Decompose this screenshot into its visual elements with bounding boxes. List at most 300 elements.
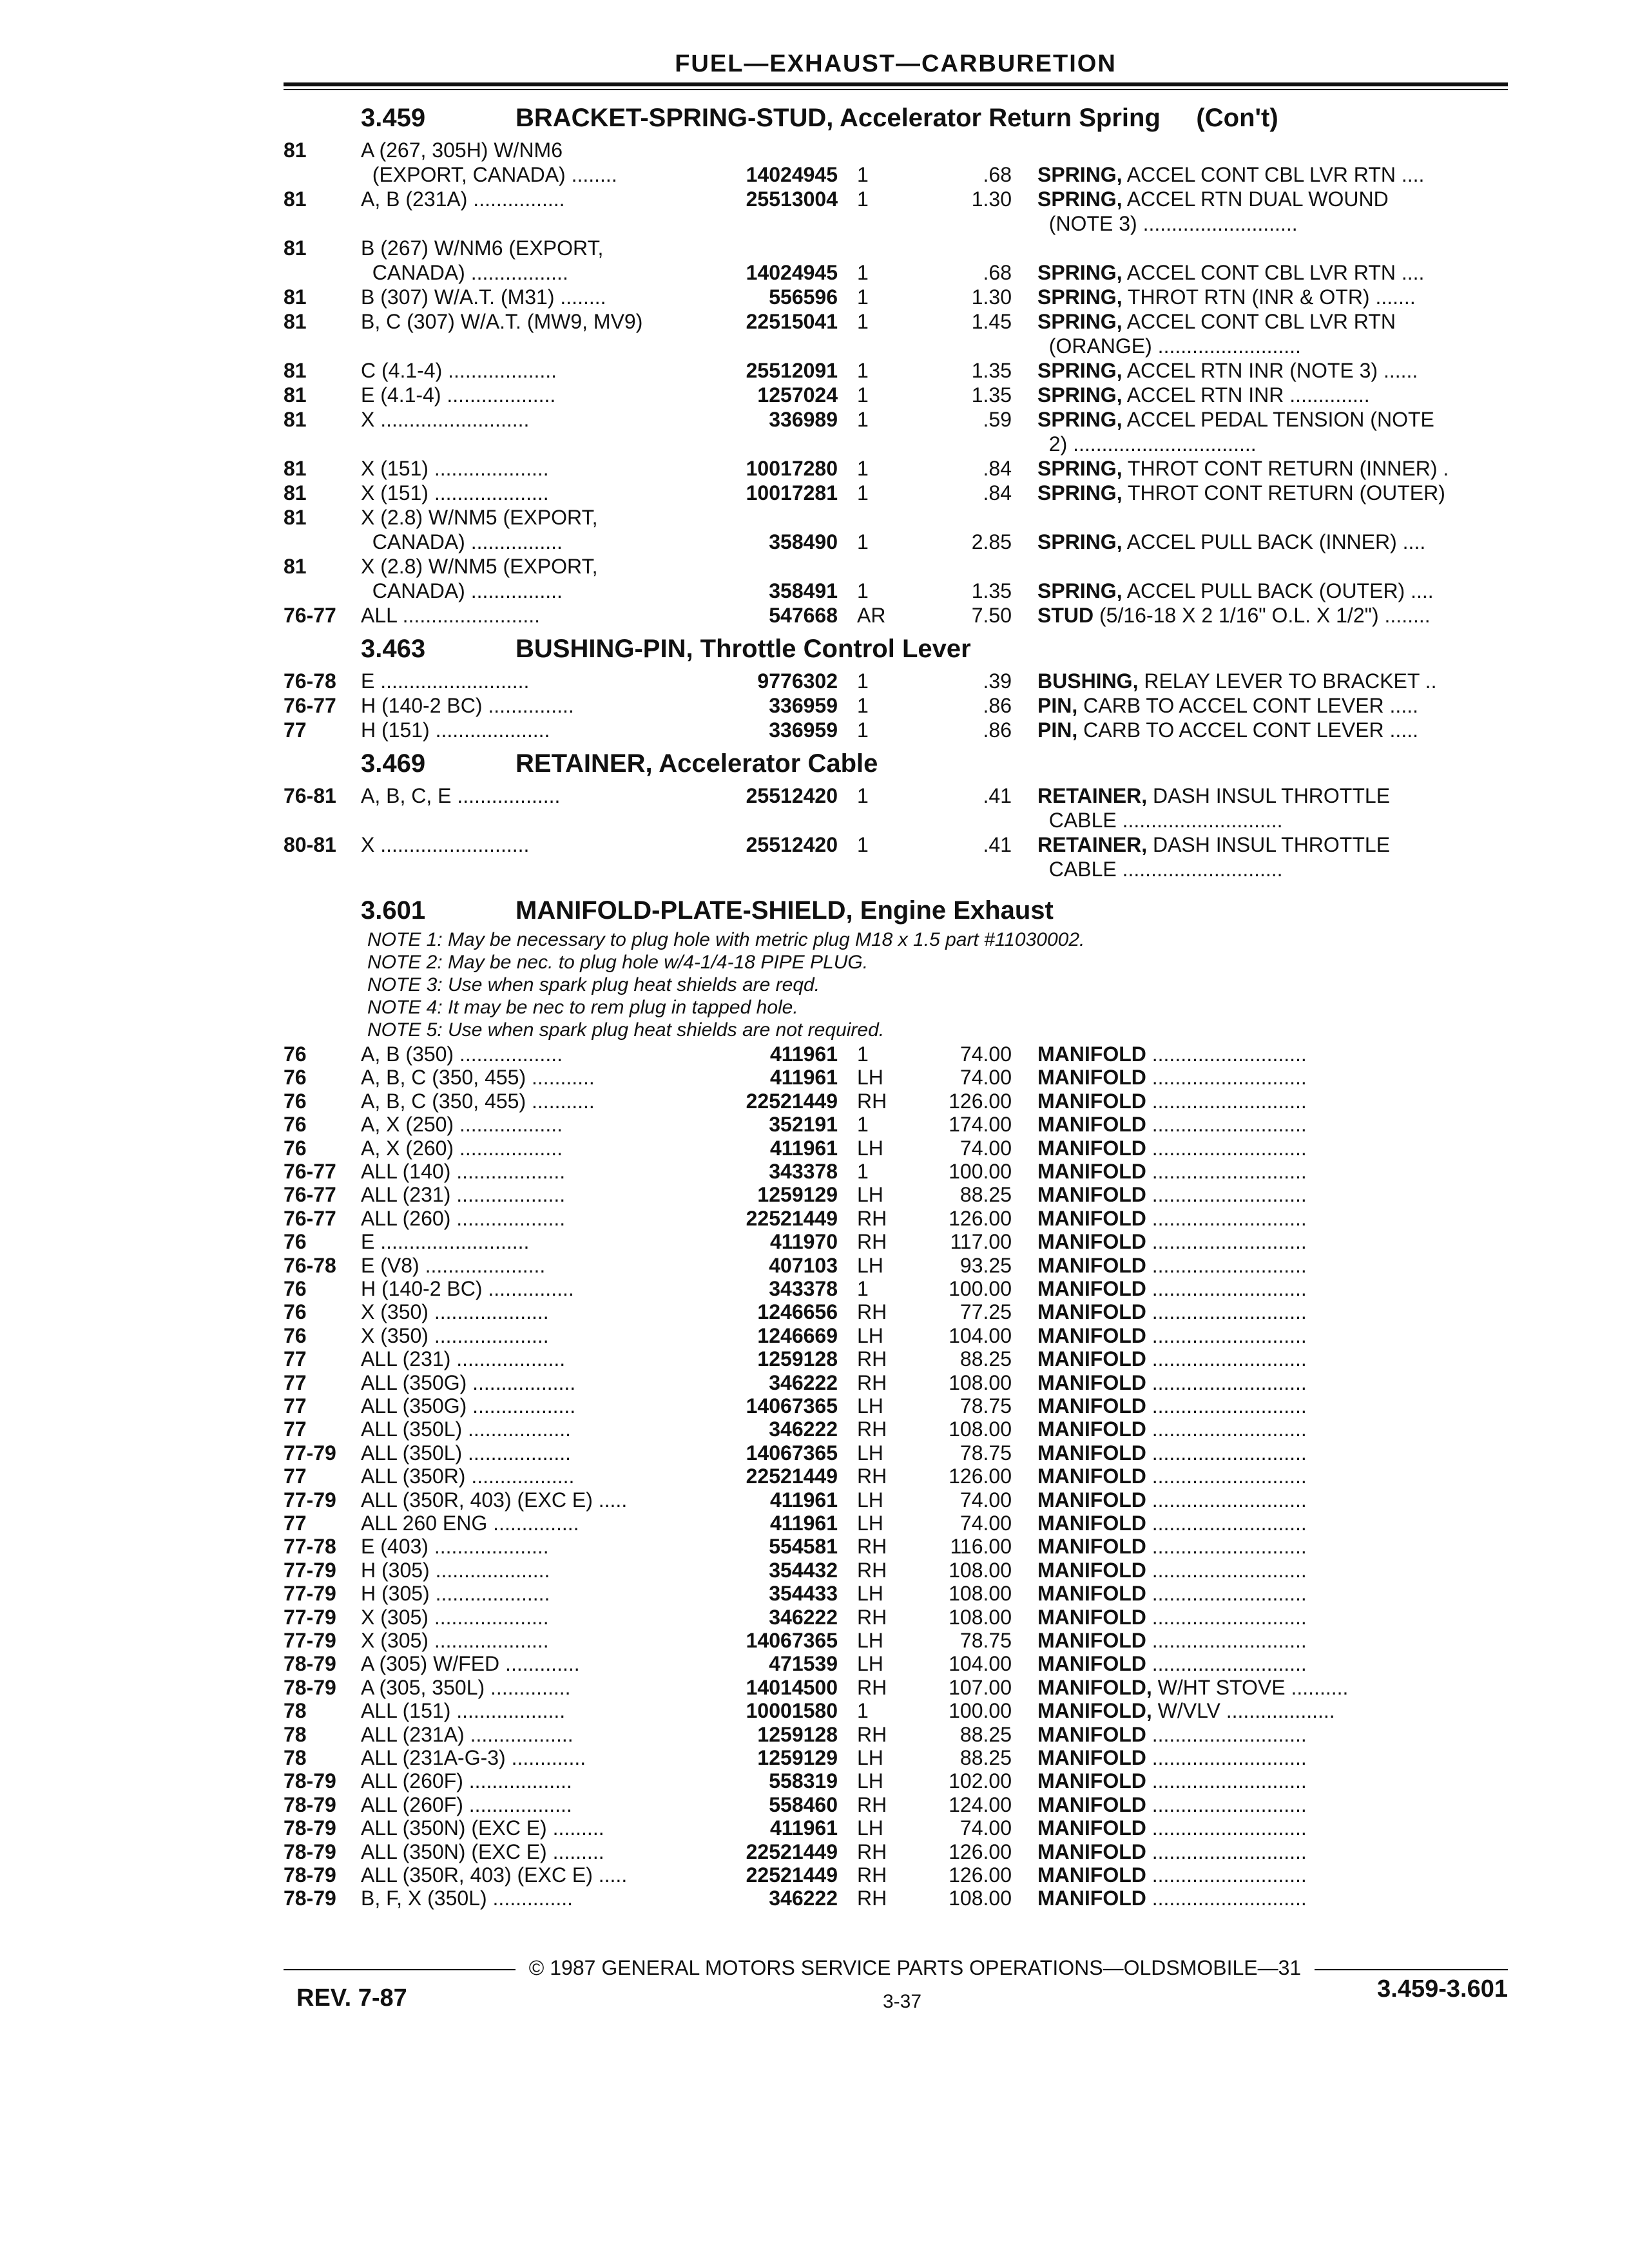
section-heading: MANIFOLD-PLATE-SHIELD, Engine Exhaust: [516, 896, 1054, 925]
table-row: [0, 1323, 1629, 1348]
section-number: 3.459: [361, 104, 426, 132]
price-cell: 1.35: [971, 383, 1012, 407]
part-number-cell: 22515041: [746, 310, 838, 333]
description-text: (5/16-18 X 2 1/16" O.L. X 1/2") ........: [1094, 604, 1431, 627]
price-cell: 88.25: [959, 1746, 1012, 1769]
description-text: (ORANGE) .........................: [1037, 334, 1301, 358]
part-number-cell: 1259128: [757, 1347, 838, 1371]
model-cell: ALL (231) ...................: [361, 1347, 566, 1371]
price-cell: 100.00: [949, 1699, 1012, 1723]
description-cell: [1037, 1347, 1501, 1371]
description-text: ...........................: [1146, 1441, 1307, 1465]
description-cell: [1037, 1511, 1501, 1535]
table-row: [0, 1698, 1629, 1723]
description-keyword: SPRING,: [1037, 187, 1123, 211]
description-text: THROT CONT RETURN (OUTER): [1122, 481, 1445, 505]
table-row: [0, 334, 1629, 358]
description-cell: [1037, 1089, 1501, 1113]
part-number-cell: 1259128: [757, 1722, 838, 1746]
description-cell: [1037, 808, 1501, 832]
description-keyword: MANIFOLD: [1037, 1746, 1146, 1769]
table-row: [0, 1745, 1629, 1770]
model-cell: ALL (350N) (EXC E) .........: [361, 1816, 604, 1840]
year-cell: 77-79: [284, 1488, 336, 1512]
part-number-cell: 336959: [769, 718, 838, 742]
description-cell: [1037, 211, 1501, 236]
model-cell: ALL (350G) ..................: [361, 1394, 576, 1418]
year-cell: 76-81: [284, 784, 336, 807]
price-cell: 93.25: [959, 1253, 1012, 1277]
price-cell: .84: [983, 481, 1012, 505]
part-number-cell: 1259129: [757, 1746, 838, 1769]
part-number-cell: 1246656: [757, 1300, 838, 1324]
table-row: [0, 138, 1629, 162]
table-row: [0, 383, 1629, 407]
quantity-cell: LH: [857, 1394, 883, 1418]
price-cell: 100.00: [949, 1277, 1012, 1300]
description-cell: [1037, 1182, 1501, 1207]
quantity-cell: RH: [857, 1558, 887, 1582]
description-text: ...........................: [1146, 1605, 1307, 1629]
description-text: ...........................: [1146, 1512, 1307, 1535]
note-line: NOTE 2: May be nec. to plug hole w/4-1/4-18 PIPE PLUG.: [367, 952, 869, 973]
quantity-cell: RH: [857, 1863, 887, 1887]
quantity-cell: 1: [857, 481, 869, 505]
part-number-cell: 411961: [769, 1066, 838, 1090]
description-cell: [1037, 603, 1501, 628]
quantity-cell: RH: [857, 1887, 887, 1910]
model-cell: CANADA) .................: [361, 261, 568, 284]
table-row: [0, 1605, 1629, 1629]
description-keyword: MANIFOLD: [1037, 1722, 1146, 1746]
description-text: W/HT STOVE ..........: [1152, 1675, 1349, 1699]
part-number-cell: 358491: [769, 579, 838, 602]
description-text: ...........................: [1146, 1370, 1307, 1394]
table-row: [0, 1769, 1629, 1793]
model-cell: H (140-2 BC) ...............: [361, 694, 574, 717]
price-cell: 108.00: [949, 1558, 1012, 1582]
quantity-cell: 1: [857, 1043, 869, 1066]
model-cell: ALL (350G) ..................: [361, 1370, 576, 1394]
footer-rule-right: [1315, 1969, 1508, 1970]
quantity-cell: LH: [857, 1769, 883, 1793]
model-cell: X ..........................: [361, 408, 530, 431]
part-number-cell: 22521449: [746, 1465, 838, 1488]
description-cell: [1037, 1159, 1501, 1184]
part-number-cell: 336959: [769, 694, 838, 717]
description-cell: [1037, 1698, 1501, 1723]
description-cell: [1037, 832, 1501, 857]
part-number-cell: 354433: [769, 1582, 838, 1606]
price-cell: 1.30: [971, 187, 1012, 211]
price-cell: 174.00: [949, 1113, 1012, 1137]
description-text: ...........................: [1146, 1043, 1307, 1066]
section-title: [361, 747, 878, 780]
price-cell: 108.00: [949, 1418, 1012, 1441]
description-cell: [1037, 1464, 1501, 1488]
quantity-cell: LH: [857, 1136, 883, 1160]
description-text: ...........................: [1146, 1629, 1307, 1652]
description-cell: [1037, 1769, 1501, 1793]
table-row: [0, 857, 1629, 881]
description-keyword: PIN,: [1037, 718, 1078, 742]
part-number-cell: 346222: [769, 1370, 838, 1394]
description-text: ...........................: [1146, 1887, 1307, 1910]
description-keyword: MANIFOLD: [1037, 1183, 1146, 1207]
model-cell: A, X (260) ..................: [361, 1136, 563, 1160]
model-cell: A (267, 305H) W/NM6: [361, 139, 563, 162]
description-text: CARB TO ACCEL CONT LEVER .....: [1077, 694, 1418, 717]
description-text: DASH INSUL THROTTLE: [1147, 833, 1391, 856]
description-cell: [1037, 1840, 1501, 1864]
price-cell: 108.00: [949, 1370, 1012, 1394]
year-cell: 76: [284, 1089, 307, 1113]
table-row: [0, 1581, 1629, 1606]
quantity-cell: 1: [857, 1160, 869, 1183]
description-cell: [1037, 1722, 1501, 1747]
footer-rule-left: [284, 1969, 516, 1970]
year-cell: 77-79: [284, 1582, 336, 1606]
quantity-cell: LH: [857, 1512, 883, 1535]
section-number: 3.463: [361, 635, 426, 663]
description-cell: [1037, 1394, 1501, 1418]
quantity-cell: RH: [857, 1206, 887, 1230]
footer-copyright: © 1987 GENERAL MOTORS SERVICE PARTS OPERATIONS—OLDSMOBILE—31: [528, 1956, 1302, 1979]
quantity-cell: 1: [857, 261, 869, 284]
description-keyword: MANIFOLD,: [1037, 1675, 1152, 1699]
description-cell: [1037, 285, 1501, 309]
description-cell: [1037, 1136, 1501, 1160]
table-row: [0, 1182, 1629, 1207]
description-text: ACCEL RTN INR (NOTE 3) ......: [1122, 359, 1418, 382]
quantity-cell: 1: [857, 718, 869, 742]
table-row: [0, 309, 1629, 334]
description-text: (NOTE 3) ...........................: [1037, 212, 1298, 235]
description-text: ...........................: [1146, 1558, 1307, 1582]
table-row: [0, 1628, 1629, 1653]
model-cell: X (305) ....................: [361, 1629, 549, 1652]
quantity-cell: RH: [857, 1230, 887, 1254]
description-keyword: MANIFOLD: [1037, 1043, 1146, 1066]
table-row: [0, 832, 1629, 857]
description-keyword: MANIFOLD: [1037, 1465, 1146, 1488]
model-cell: B (307) W/A.T. (M31) ........: [361, 285, 606, 309]
description-cell: [1037, 1816, 1501, 1840]
quantity-cell: RH: [857, 1675, 887, 1699]
quantity-cell: RH: [857, 1792, 887, 1816]
year-cell: 77: [284, 1418, 307, 1441]
section-heading: BUSHING-PIN, Throttle Control Lever: [516, 635, 971, 663]
header-rule-thin: [284, 89, 1508, 90]
table-row: [0, 236, 1629, 260]
description-text: ...........................: [1146, 1136, 1307, 1160]
quantity-cell: 1: [857, 163, 869, 186]
header-rule: [284, 82, 1508, 86]
description-cell: [1037, 1745, 1501, 1770]
description-cell: [1037, 1534, 1501, 1559]
part-number-cell: 471539: [769, 1652, 838, 1676]
quantity-cell: 1: [857, 784, 869, 807]
price-cell: .59: [983, 408, 1012, 431]
quantity-cell: AR: [857, 604, 886, 627]
part-number-cell: 558319: [769, 1769, 838, 1793]
price-cell: 1.35: [971, 359, 1012, 382]
model-cell: A, X (250) ..................: [361, 1113, 563, 1137]
price-cell: 2.85: [971, 530, 1012, 553]
year-cell: 77-79: [284, 1605, 336, 1629]
description-keyword: MANIFOLD: [1037, 1816, 1146, 1840]
table-row: [0, 1394, 1629, 1418]
table-row: [0, 1441, 1629, 1465]
description-text: ...........................: [1146, 1089, 1307, 1113]
description-cell: [1037, 1417, 1501, 1441]
part-number-cell: 25512420: [746, 833, 838, 856]
description-keyword: RETAINER,: [1037, 784, 1148, 807]
year-cell: 77: [284, 1512, 307, 1535]
model-cell: X (2.8) W/NM5 (EXPORT,: [361, 506, 598, 529]
quantity-cell: 1: [857, 579, 869, 602]
quantity-cell: 1: [857, 669, 869, 693]
table-row: [0, 358, 1629, 383]
model-cell: H (151) ....................: [361, 718, 550, 742]
year-cell: 76: [284, 1230, 307, 1254]
model-cell: ALL (140) ...................: [361, 1160, 566, 1183]
price-cell: 126.00: [949, 1206, 1012, 1230]
price-cell: 104.00: [949, 1652, 1012, 1676]
quantity-cell: 1: [857, 833, 869, 856]
description-text: ACCEL CONT CBL LVR RTN: [1122, 310, 1396, 333]
price-cell: 107.00: [949, 1675, 1012, 1699]
description-cell: [1037, 334, 1501, 358]
quantity-cell: LH: [857, 1323, 883, 1347]
model-cell: H (305) ....................: [361, 1582, 550, 1606]
description-cell: [1037, 358, 1501, 383]
year-cell: 81: [284, 285, 307, 309]
description-keyword: MANIFOLD: [1037, 1347, 1146, 1371]
description-text: CABLE ............................: [1037, 858, 1283, 881]
table-row: [0, 1816, 1629, 1840]
year-cell: 78-79: [284, 1769, 336, 1793]
description-cell: [1037, 1300, 1501, 1324]
part-number-cell: 352191: [769, 1113, 838, 1137]
part-number-cell: 10017280: [746, 457, 838, 480]
note-line: NOTE 4: It may be nec to rem plug in tapped hole.: [367, 997, 798, 1018]
quantity-cell: RH: [857, 1089, 887, 1113]
model-cell: CANADA) ................: [361, 579, 563, 602]
table-row: [0, 1464, 1629, 1488]
year-cell: 76: [284, 1300, 307, 1324]
description-text: ...........................: [1146, 1323, 1307, 1347]
quantity-cell: 1: [857, 457, 869, 480]
part-number-cell: 25513004: [746, 187, 838, 211]
description-keyword: MANIFOLD: [1037, 1066, 1146, 1090]
year-cell: 78: [284, 1722, 307, 1746]
description-text: ACCEL RTN DUAL WOUND: [1122, 187, 1389, 211]
part-number-cell: 10001580: [746, 1699, 838, 1723]
model-cell: X (305) ....................: [361, 1605, 549, 1629]
year-cell: 81: [284, 408, 307, 431]
description-keyword: SPRING,: [1037, 408, 1123, 431]
year-cell: 76: [284, 1113, 307, 1137]
year-cell: 78-79: [284, 1887, 336, 1910]
year-cell: 77: [284, 1347, 307, 1371]
part-number-cell: 343378: [769, 1160, 838, 1183]
year-cell: 81: [284, 555, 307, 578]
model-cell: A, B (231A) ................: [361, 187, 565, 211]
table-row: [0, 1276, 1629, 1301]
model-cell: ALL (231A-G-3) .............: [361, 1746, 586, 1769]
part-number-cell: 554581: [769, 1535, 838, 1559]
table-row: [0, 456, 1629, 481]
year-cell: 81: [284, 481, 307, 505]
model-cell: A, B (350) ..................: [361, 1043, 563, 1066]
part-number-cell: 14067365: [746, 1394, 838, 1418]
description-cell: [1037, 579, 1501, 603]
table-row: [0, 1112, 1629, 1137]
description-cell: [1037, 693, 1501, 718]
description-keyword: MANIFOLD: [1037, 1792, 1146, 1816]
note-line: NOTE 3: Use when spark plug heat shields are reqd.: [367, 974, 820, 995]
quantity-cell: 1: [857, 187, 869, 211]
quantity-cell: 1: [857, 530, 869, 553]
description-keyword: SPRING,: [1037, 457, 1123, 480]
description-cell: [1037, 718, 1501, 742]
price-cell: .41: [983, 784, 1012, 807]
description-cell: [1037, 1065, 1501, 1090]
description-cell: [1037, 1488, 1501, 1512]
part-number-cell: 9776302: [757, 669, 838, 693]
table-row: [0, 505, 1629, 530]
part-number-cell: 22521449: [746, 1206, 838, 1230]
table-row: [0, 579, 1629, 603]
description-cell: [1037, 1042, 1501, 1066]
part-number-cell: 1259129: [757, 1183, 838, 1207]
table-row: [0, 1488, 1629, 1512]
description-text: ...........................: [1146, 1418, 1307, 1441]
model-cell: CANADA) ................: [361, 530, 563, 553]
description-text: ACCEL RTN INR ..............: [1122, 383, 1370, 407]
description-text: ACCEL PEDAL TENSION (NOTE: [1122, 408, 1434, 431]
table-row: [0, 669, 1629, 693]
price-cell: .41: [983, 833, 1012, 856]
description-text: ...........................: [1146, 1465, 1307, 1488]
part-number-cell: 22521449: [746, 1863, 838, 1887]
description-text: ...........................: [1146, 1277, 1307, 1300]
year-cell: 76: [284, 1277, 307, 1300]
description-keyword: MANIFOLD: [1037, 1840, 1146, 1863]
model-cell: ALL (260F) ..................: [361, 1769, 572, 1793]
description-cell: [1037, 1581, 1501, 1606]
table-row: [0, 481, 1629, 505]
price-cell: 78.75: [959, 1441, 1012, 1465]
table-row: [0, 1534, 1629, 1559]
description-keyword: SPRING,: [1037, 261, 1123, 284]
description-keyword: MANIFOLD: [1037, 1253, 1146, 1277]
model-cell: C (4.1-4) ...................: [361, 359, 557, 382]
table-row: [0, 1722, 1629, 1747]
model-cell: X (350) ....................: [361, 1323, 549, 1347]
description-cell: [1037, 162, 1501, 187]
model-cell: ALL ........................: [361, 604, 541, 627]
model-cell: H (140-2 BC) ...............: [361, 1277, 574, 1300]
description-text: ...........................: [1146, 1113, 1307, 1137]
description-text: ...........................: [1146, 1769, 1307, 1793]
model-cell: ALL (350L) ..................: [361, 1441, 572, 1465]
description-keyword: MANIFOLD: [1037, 1160, 1146, 1183]
section-heading: BRACKET-SPRING-STUD, Accelerator Return Spring (Con't): [516, 104, 1278, 132]
part-number-cell: 411961: [769, 1816, 838, 1840]
part-number-cell: 336989: [769, 408, 838, 431]
price-cell: 117.00: [950, 1230, 1012, 1254]
price-cell: 124.00: [949, 1792, 1012, 1816]
quantity-cell: LH: [857, 1441, 883, 1465]
description-text: CABLE ............................: [1037, 809, 1283, 832]
description-keyword: SPRING,: [1037, 285, 1123, 309]
model-cell: ALL (151) ...................: [361, 1699, 566, 1723]
year-cell: 77: [284, 1465, 307, 1488]
model-cell: A (305, 350L) ..............: [361, 1675, 571, 1699]
price-cell: .86: [983, 694, 1012, 717]
description-cell: [1037, 1792, 1501, 1817]
description-cell: [1037, 1229, 1501, 1254]
description-text: CARB TO ACCEL CONT LEVER .....: [1077, 718, 1418, 742]
table-row: [0, 1417, 1629, 1441]
part-number-cell: 358490: [769, 530, 838, 553]
quantity-cell: LH: [857, 1488, 883, 1512]
quantity-cell: RH: [857, 1347, 887, 1371]
year-cell: 77-79: [284, 1629, 336, 1652]
description-text: ...........................: [1146, 1582, 1307, 1606]
table-row: [0, 187, 1629, 211]
year-cell: 81: [284, 506, 307, 529]
model-cell: ALL (350R, 403) (EXC E) .....: [361, 1488, 628, 1512]
model-cell: ALL 260 ENG ...............: [361, 1512, 579, 1535]
model-cell: ALL (231) ...................: [361, 1183, 566, 1207]
price-cell: 78.75: [959, 1629, 1012, 1652]
description-keyword: MANIFOLD: [1037, 1582, 1146, 1606]
price-cell: .39: [983, 669, 1012, 693]
quantity-cell: 1: [857, 408, 869, 431]
price-cell: 116.00: [950, 1535, 1012, 1559]
quantity-cell: RH: [857, 1722, 887, 1746]
price-cell: 1.45: [971, 310, 1012, 333]
price-cell: 100.00: [949, 1160, 1012, 1183]
description-keyword: SPRING,: [1037, 359, 1123, 382]
part-number-cell: 407103: [769, 1253, 838, 1277]
quantity-cell: LH: [857, 1652, 883, 1676]
model-cell: ALL (231A) ..................: [361, 1722, 574, 1746]
model-cell: ALL (350R, 403) (EXC E) .....: [361, 1863, 628, 1887]
table-row: [0, 554, 1629, 579]
description-keyword: MANIFOLD: [1037, 1535, 1146, 1559]
part-number-cell: 25512091: [746, 359, 838, 382]
description-keyword: MANIFOLD: [1037, 1887, 1146, 1910]
year-cell: 77: [284, 718, 307, 742]
table-row: [0, 1136, 1629, 1160]
year-cell: 81: [284, 310, 307, 333]
description-cell: [1037, 669, 1501, 693]
year-cell: 78-79: [284, 1792, 336, 1816]
model-cell: B, F, X (350L) ..............: [361, 1887, 573, 1910]
part-number-cell: 556596: [769, 285, 838, 309]
description-cell: [1037, 1370, 1501, 1395]
description-text: ...........................: [1146, 1488, 1307, 1512]
price-cell: 126.00: [949, 1840, 1012, 1863]
description-text: ...........................: [1146, 1746, 1307, 1769]
section-title: [361, 102, 1278, 134]
year-cell: 78-79: [284, 1840, 336, 1863]
description-keyword: MANIFOLD: [1037, 1605, 1146, 1629]
